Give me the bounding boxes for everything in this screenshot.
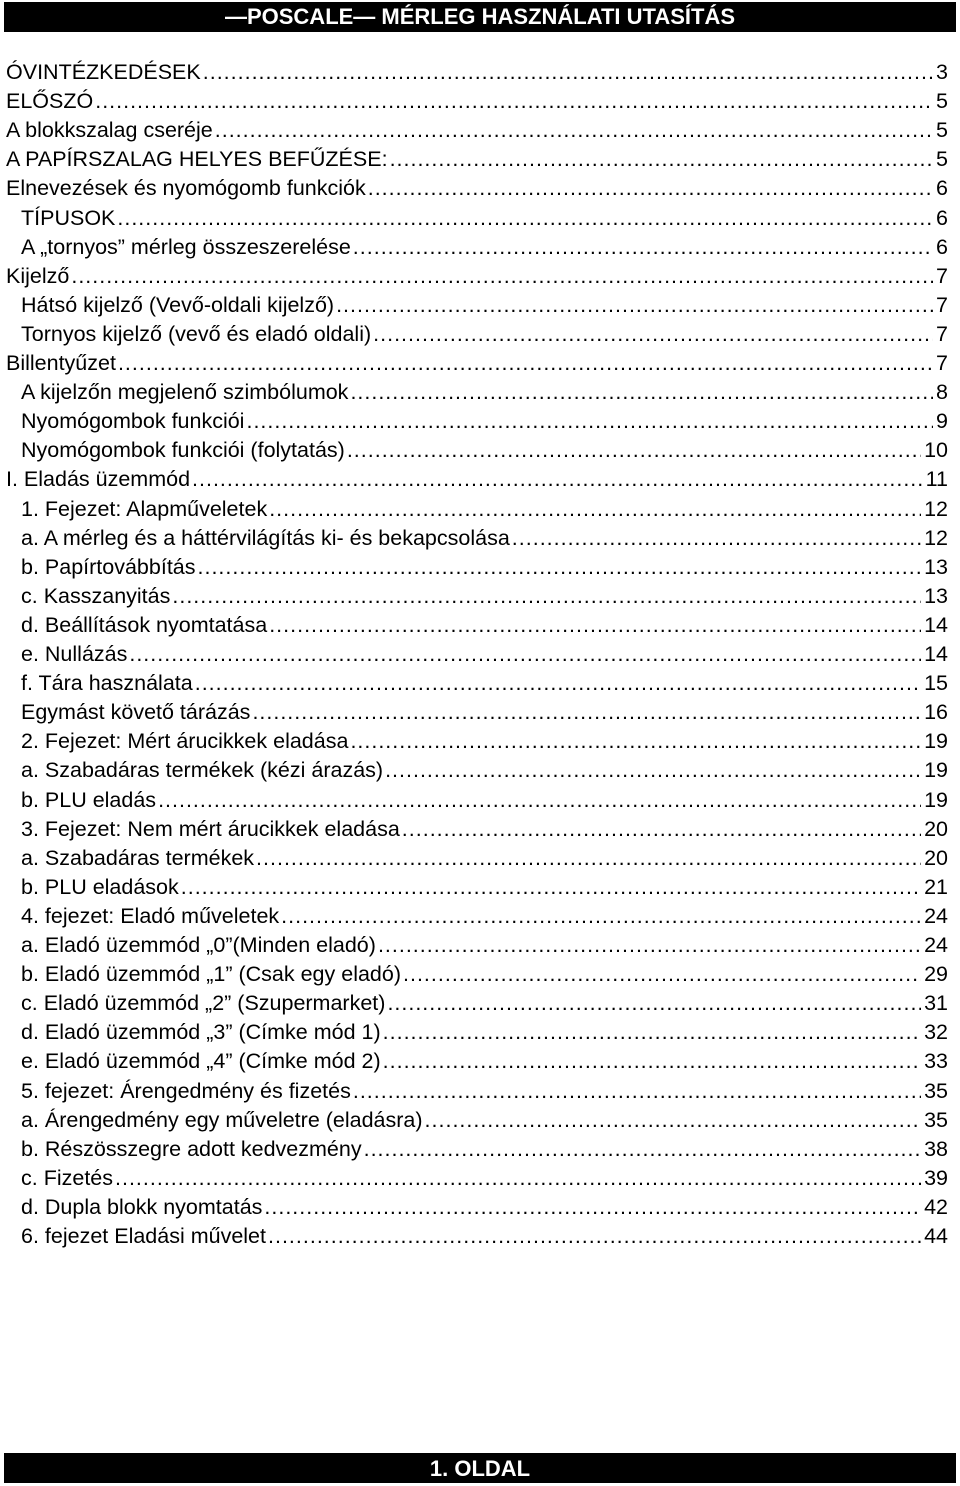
toc-entry[interactable]	[21, 495, 948, 524]
toc-entry-title: a. Eladó üzemmód „0”(Minden eladó)	[21, 933, 376, 957]
toc-entry-page: 13	[924, 583, 948, 608]
toc-leader-dots	[198, 555, 922, 580]
toc-entry[interactable]	[6, 465, 948, 494]
toc-entry-page: 5	[936, 147, 948, 172]
toc-leader-dots	[383, 1049, 921, 1074]
toc-leader-dots	[385, 758, 921, 783]
toc-entry[interactable]	[21, 291, 948, 320]
toc-entry-page: 16	[924, 700, 948, 725]
toc-entry-page: 11	[925, 467, 948, 492]
toc-entry-title: ELŐSZÓ	[6, 89, 94, 114]
toc-entry[interactable]	[21, 669, 948, 698]
toc-entry-title: 4. fejezet: Eladó műveletek	[21, 903, 280, 928]
toc-entry[interactable]	[21, 902, 948, 931]
toc-entry-title: TÍPUSOK	[21, 205, 116, 230]
toc-leader-dots	[347, 438, 921, 463]
toc-entry[interactable]	[21, 815, 948, 844]
toc-entry[interactable]	[6, 349, 948, 378]
toc-entry-page: 20	[924, 816, 948, 841]
toc-leader-dots	[246, 409, 933, 434]
toc-leader-dots	[115, 1166, 921, 1191]
toc-entry-title: 2. Fejezet: Mért árucikkek eladása	[21, 729, 349, 754]
toc-entry-title: d. Beállítások nyomtatása	[21, 612, 268, 637]
toc-leader-dots	[387, 991, 921, 1016]
toc-entry[interactable]	[21, 378, 948, 407]
toc-leader-dots	[281, 904, 921, 929]
toc-entry[interactable]	[21, 436, 948, 465]
toc-leader-dots	[129, 642, 921, 667]
toc-entry[interactable]	[6, 116, 948, 145]
toc-entry[interactable]	[21, 727, 948, 756]
toc-entry-page: 31	[924, 991, 948, 1016]
toc-entry[interactable]	[21, 931, 948, 960]
toc-entry[interactable]	[21, 582, 948, 611]
toc-entry-page: 12	[924, 525, 948, 550]
toc-leader-dots	[192, 467, 923, 492]
toc-entry-title: A PAPÍRSZALAG HELYES BEFŰZÉSE:	[6, 147, 388, 172]
toc-entry-page: 44	[924, 1224, 948, 1248]
toc-leader-dots	[269, 497, 921, 522]
toc-leader-dots	[353, 1079, 921, 1104]
toc-entry-title: b. Részösszegre adott kedvezmény	[21, 1136, 362, 1161]
toc-leader-dots	[203, 60, 933, 85]
toc-entry[interactable]	[21, 989, 948, 1018]
toc-entry-title: f. Tára használata	[21, 671, 193, 696]
toc-entry-page: 6	[936, 234, 948, 259]
toc-entry-title: e. Eladó üzemmód „4” (Címke mód 2)	[21, 1049, 381, 1074]
toc-leader-dots	[158, 788, 921, 813]
toc-entry-page: 12	[924, 496, 948, 521]
toc-leader-dots	[264, 1195, 921, 1220]
toc-entry[interactable]	[6, 58, 948, 87]
toc-entry-title: Tornyos kijelző (vevő és eladó oldali)	[21, 321, 372, 346]
toc-entry-page: 24	[924, 903, 948, 928]
toc-leader-dots	[364, 1137, 921, 1162]
toc-entry-title: c. Kasszanyitás	[21, 583, 171, 608]
toc-leader-dots	[390, 147, 933, 172]
toc-entry-page: 35	[924, 1107, 948, 1132]
toc-entry[interactable]	[21, 1018, 948, 1047]
toc-entry[interactable]	[21, 873, 948, 902]
page-footer: 1. OLDAL	[4, 1453, 956, 1483]
toc-entry-title: A kijelzőn megjelenő szimbólumok	[21, 380, 349, 405]
toc-entry-title: a. Szabadáras termékek (kézi árazás)	[21, 758, 384, 783]
toc-entry-page: 42	[924, 1194, 948, 1219]
document-header: —POSCALE— MÉRLEG HASZNÁLATI UTASÍTÁS	[4, 2, 956, 32]
toc-entry-page: 33	[924, 1049, 948, 1074]
toc-entry-title: Egymást követő tárázás	[21, 700, 251, 725]
toc-leader-dots	[373, 322, 933, 347]
toc-entry[interactable]	[21, 1164, 948, 1193]
toc-entry[interactable]	[21, 204, 948, 233]
toc-leader-dots	[215, 118, 933, 143]
toc-leader-dots	[403, 962, 921, 987]
toc-leader-dots	[269, 613, 921, 638]
toc-leader-dots	[336, 293, 933, 318]
toc-entry[interactable]	[21, 1047, 948, 1076]
toc-entry[interactable]	[21, 1222, 948, 1251]
toc-entry-page: 5	[936, 89, 948, 114]
toc-entry-title: Hátsó kijelző (Vevő-oldali kijelző)	[21, 292, 335, 317]
toc-entry-page: 24	[924, 933, 948, 957]
toc-entry[interactable]	[21, 786, 948, 815]
toc-leader-dots	[256, 846, 921, 871]
toc-leader-dots	[172, 584, 921, 609]
toc-leader-dots	[353, 235, 933, 260]
toc-entry-title: A blokkszalag cseréje	[6, 118, 213, 143]
toc-entry-page: 9	[936, 409, 948, 434]
toc-leader-dots	[402, 817, 921, 842]
toc-leader-dots	[195, 671, 921, 696]
toc-entry-title: b. Papírtovábbítás	[21, 554, 196, 579]
toc-entry[interactable]	[21, 698, 948, 727]
toc-entry[interactable]	[21, 407, 948, 436]
toc-entry[interactable]	[6, 87, 948, 116]
toc-entry-title: Billentyűzet	[6, 351, 116, 375]
toc-entry-title: A „tornyos” mérleg összeszerelése	[21, 234, 351, 259]
toc-entry-page: 7	[936, 321, 948, 346]
toc-leader-dots	[512, 526, 921, 551]
toc-entry-title: a. Árengedmény egy műveletre (eladásra)	[21, 1107, 423, 1132]
toc-entry[interactable]	[6, 262, 948, 291]
toc-entry[interactable]	[6, 145, 948, 174]
toc-entry[interactable]	[21, 1193, 948, 1222]
toc-entry-page: 15	[924, 671, 948, 696]
toc-entry-page: 7	[936, 263, 948, 288]
toc-entry-title: 3. Fejezet: Nem mért árucikkek eladása	[21, 816, 400, 841]
toc-entry-page: 19	[924, 787, 948, 812]
toc-leader-dots	[117, 206, 933, 231]
toc-entry-page: 20	[924, 845, 948, 870]
toc-entry[interactable]	[21, 320, 948, 349]
toc-entry-title: Nyomógombok funkciói	[21, 409, 245, 434]
toc-entry-page: 6	[936, 205, 948, 230]
toc-entry[interactable]	[21, 1135, 948, 1164]
toc-leader-dots	[181, 875, 921, 900]
toc-entry-title: 6. fejezet Eladási művelet	[21, 1224, 266, 1248]
toc-entry-title: b. PLU eladás	[21, 787, 157, 812]
toc-leader-dots	[378, 933, 921, 958]
toc-leader-dots	[71, 264, 933, 289]
toc-entry-page: 19	[924, 758, 948, 783]
toc-leader-dots	[252, 700, 921, 725]
toc-entry[interactable]	[21, 1077, 948, 1106]
toc-entry-title: d. Eladó üzemmód „3” (Címke mód 1)	[21, 1020, 381, 1045]
toc-entry-title: c. Eladó üzemmód „2” (Szupermarket)	[21, 991, 386, 1016]
toc-entry[interactable]	[21, 640, 948, 669]
toc-entry[interactable]	[21, 553, 948, 582]
toc-entry-page: 3	[936, 60, 948, 84]
toc-entry-title: b. Eladó üzemmód „1” (Csak egy eladó)	[21, 962, 402, 987]
toc-entry-title: e. Nullázás	[21, 642, 128, 666]
toc-entry-title: ÓVINTÉZKEDÉSEK	[6, 60, 201, 84]
toc-entry[interactable]	[6, 174, 948, 203]
toc-entry[interactable]	[21, 1106, 948, 1135]
toc-entry-title: Kijelző	[6, 263, 70, 288]
toc-leader-dots	[383, 1020, 921, 1045]
toc-entry-page: 19	[924, 729, 948, 754]
toc-entry-title: Elnevezések és nyomógomb funkciók	[6, 176, 366, 201]
toc-entry-title: I. Eladás üzemmód	[6, 467, 191, 492]
toc-leader-dots	[118, 351, 933, 376]
toc-leader-dots	[268, 1224, 921, 1249]
toc-entry-page: 5	[936, 118, 948, 143]
toc-entry-page: 38	[924, 1136, 948, 1161]
toc-entry-page: 14	[924, 642, 948, 666]
toc-entry-title: a. Szabadáras termékek	[21, 845, 255, 870]
toc-entry-title: 1. Fejezet: Alapműveletek	[21, 496, 268, 521]
toc-entry-page: 32	[924, 1020, 948, 1045]
toc-entry-title: Nyomógombok funkciói (folytatás)	[21, 438, 345, 463]
toc-entry-page: 21	[924, 874, 948, 899]
toc-entry-page: 14	[924, 612, 948, 637]
toc-leader-dots	[368, 176, 933, 201]
toc-entry-title: d. Dupla blokk nyomtatás	[21, 1194, 263, 1219]
toc-entry-title: b. PLU eladások	[21, 874, 179, 899]
toc-entry-page: 8	[936, 380, 948, 405]
toc-entry-page: 6	[936, 176, 948, 201]
toc-entry-title: a. A mérleg és a háttérvilágítás ki- és bekapcsolása	[21, 525, 510, 550]
toc-entry-title: c. Fizetés	[21, 1165, 113, 1190]
toc-entry[interactable]	[21, 844, 948, 873]
toc-entry-page: 10	[924, 438, 948, 463]
toc-entry-page: 29	[924, 962, 948, 987]
toc-entry[interactable]	[21, 756, 948, 785]
toc-entry-page: 39	[924, 1165, 948, 1190]
toc-leader-dots	[350, 729, 921, 754]
toc-leader-dots	[350, 380, 933, 405]
toc-leader-dots	[95, 89, 933, 114]
toc-entry-page: 7	[936, 292, 948, 317]
toc-entry-title: 5. fejezet: Árengedmény és fizetés	[21, 1078, 351, 1103]
toc-entry[interactable]	[21, 524, 948, 553]
toc-leader-dots	[425, 1108, 922, 1133]
toc-entry[interactable]	[21, 611, 948, 640]
toc-entry[interactable]	[21, 960, 948, 989]
toc-entry-page: 13	[924, 554, 948, 579]
toc-entry-page: 35	[924, 1078, 948, 1103]
toc-entry[interactable]	[21, 233, 948, 262]
toc-entry-page: 7	[936, 351, 948, 375]
